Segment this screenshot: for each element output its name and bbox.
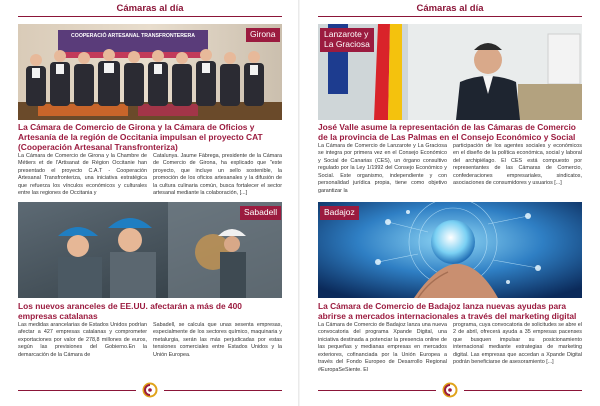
right-page	[300, 0, 600, 406]
body-column-2: participación de los agentes sociales y económicos en el diseño de la política económica, social y laboral del archipiélago. El CES está compuesto por representantes de las Cámaras de Comercio, confederaciones empresariales, sindicatos, asociaciones de consumidores y usuarios [...]	[453, 143, 582, 187]
body-column-2: Sabadell, se calcula que unas sesenta empresas, especialmente de los sectores químico, maquinaria y metalurgia, serán las más perjudicadas por estas tensiones comerciales entre Estados Unidos y la Unión Europea.	[153, 322, 282, 358]
body-column-1: La Cámara de Comercio de Badajoz lanza una nueva convocatoria del programa Xpande Digital, una iniciativa destinada a potenciar la presencia online de las pequeñas y medianas empresas en mercados exteriores, cofinanciada por la Unión Europea a través del Fondo Europeo de Desarrollo Regional #EuropaSeSiente. El	[318, 322, 447, 373]
footer-rule-left	[318, 390, 436, 391]
article-headline-badajoz: La Cámara de Comercio de Badajoz lanza nuevas ayudas para abrirse a mercados internacionales a través del marketing digital	[318, 301, 577, 321]
girona-group-photo	[18, 24, 282, 120]
body-column-2: programa, cuya convocatoria de solicitudes se abre el 2 de abril, ofrecerá ayuda a 35 empresas pacenses que busquen impulsar su posicionamiento internacional mediante estrategias de marketing digital. Las empresas que accedan a Xpande Digital podrán beneficiarse de asesoramiento [...]	[453, 322, 582, 366]
location-tag-sabadell: Sabadell	[240, 206, 281, 220]
article-body-badajoz	[318, 322, 582, 374]
article-headline-sabadell: Los nuevos aranceles de EE.UU. afectarán a más de 400 empresas catalanas	[18, 301, 242, 321]
header-rule	[18, 16, 282, 17]
body-column-1: Las medidas arancelarias de Estados Unidos podrían afectar a 427 empresas catalanas y comprometer exportaciones por valor de 278,8 millones de euros, según las previsiones del Gobierno.En la demarcación de la Cámara de	[18, 322, 147, 358]
article-headline-girona: La Cámara de Comercio de Girona y la Cámara de Oficios y Artesanía de la región de Occitania impulsan el proyecto CAT (Cooperación Artesanal Transfronteriza)	[18, 122, 263, 152]
article-body-lanzarote	[318, 143, 582, 195]
section-title: Cámaras al día	[416, 3, 484, 14]
camaras-logo-icon	[442, 382, 458, 398]
location-tag-lanzarote	[320, 28, 374, 52]
footer-rule-left	[18, 390, 136, 391]
camaras-logo-icon	[142, 382, 158, 398]
body-column-1: La Cámara de Comercio de Girona y la Chambre de Métiers et de l'Artisanat de Région Occitanie han presentado el proyecto C.A.T - Cooperación Artesanal Transfronteriza, una iniciativa estratégica que refuerza los vínculos económicos y culturales entre las regiones de Occitania y	[18, 153, 147, 197]
location-tag-girona: Girona	[246, 28, 280, 42]
footer-rule-right	[164, 390, 282, 391]
section-title: Cámaras al día	[116, 3, 184, 14]
location-line-1: Lanzarote y	[324, 29, 369, 39]
location-line-2: La Graciosa	[324, 38, 370, 49]
article-body-girona	[18, 153, 282, 198]
location-tag-badajoz: Badajoz	[320, 206, 359, 220]
body-column-2: Catalunya. Jaume Fàbrega, presidente de la Cámara de Comercio de Girona, ha explicado que "este proyecto, que incluye un sello sostenible, la promoción de los oficios artesanales y la difusión de la cultura culinaria común, busca fortalecer el sector artesanal mediante la colaboración, [...]	[153, 153, 282, 197]
header-rule	[318, 16, 582, 17]
footer-rule-right	[464, 390, 582, 391]
article-headline-lanzarote: José Valle asume la representación de las Cámaras de Comercio de la provincia de Las Palmas en el Consejo Económico y Social	[318, 122, 576, 142]
article-body-sabadell	[18, 322, 282, 359]
body-column-1: La Cámara de Comercio de Lanzarote y La Graciosa se integra por primera vez en el Consejo Económico y Social de Canarias (CES), un órgano consultivo regulado por la Ley 1/1992 del Consejo Económico y Social. Este organismo, independiente y con personalidad jurídica propia, tiene como objetivo garantizar la	[318, 143, 447, 194]
photo-banner-text: COOPERACIÓ ARTESANAL TRANSFRONTERERA	[71, 33, 195, 39]
